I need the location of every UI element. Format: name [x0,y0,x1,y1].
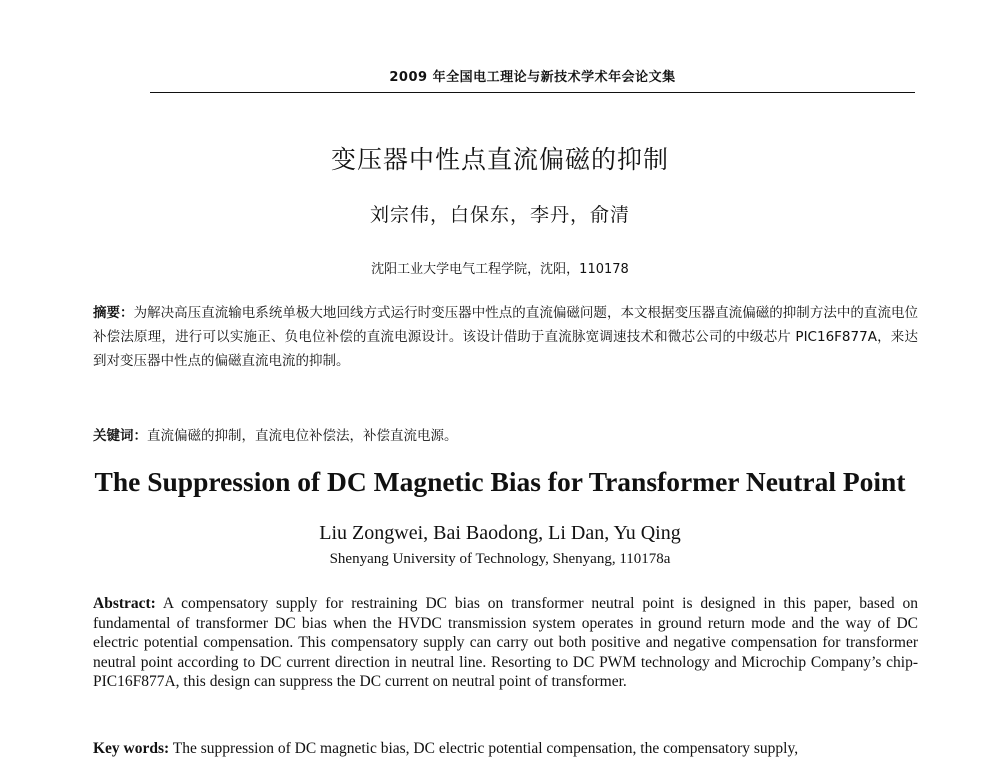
chinese-abstract-label: 摘要： [93,305,134,321]
english-abstract-text: A compensatory supply for restraining DC bias on transformer neutral point is designed in this paper, based on fundamental of transformer DC bias when the HVDC transmission system operates in ground return mode and the way of DC electric potential compensation. This compensatory supply can carry out both positive and negative compensation for transformer neutral point according to DC current direction in neutral line. Resorting to DC PWM technology and Microchip Company’s chip-PIC16F877A, this design can suppress the DC current on neutral point of transformer. [93,595,918,690]
english-abstract-label: Abstract: [93,595,156,612]
chinese-authors: 刘宗伟，白保东，李丹，俞清 [369,204,630,226]
english-keywords-text: The suppression of DC magnetic bias, DC electric potential compensation, the compensatory supply, [169,740,799,757]
english-keywords-label: Key words: [93,740,170,757]
english-title: The Suppression of DC Magnetic Bias for Transformer Neutral Point [94,466,906,497]
chinese-title: 变压器中性点直流偏磁的抑制 [330,145,669,174]
english-authors: Liu Zongwei, Bai Baodong, Li Dan, Yu Qing [319,522,681,544]
english-affiliation: Shenyang University of Technology, Shenyang, 110178a [329,551,671,567]
chinese-affiliation: 沈阳工业大学电气工程学院，沈阳，110178 [371,262,629,277]
chinese-keywords-label: 关键词： [93,428,147,444]
chinese-abstract-text: 为解决高压直流输电系统单极大地回线方式运行时变压器中性点的直流偏磁问题，本文根据变压器直流偏磁的抑制方法中的直流电位补偿法原理，进行可以实施正、负电位补偿的直流电源设计。该设计借助于直流脉宽调速技术和微芯公司的中级芯片 PIC16F877A，来达到对变压器中性点的偏磁直流电流的抑制。 [93,305,919,369]
proceedings-header: 2009 年全国电工理论与新技术学术年会论文集 [389,70,676,85]
header-divider [150,92,915,93]
chinese-keywords [93,424,918,448]
english-abstract [93,594,918,692]
chinese-keywords-text: 直流偏磁的抑制，直流电位补偿法，补偿直流电源。 [147,428,458,444]
english-keywords [93,739,918,759]
chinese-abstract [93,301,918,373]
